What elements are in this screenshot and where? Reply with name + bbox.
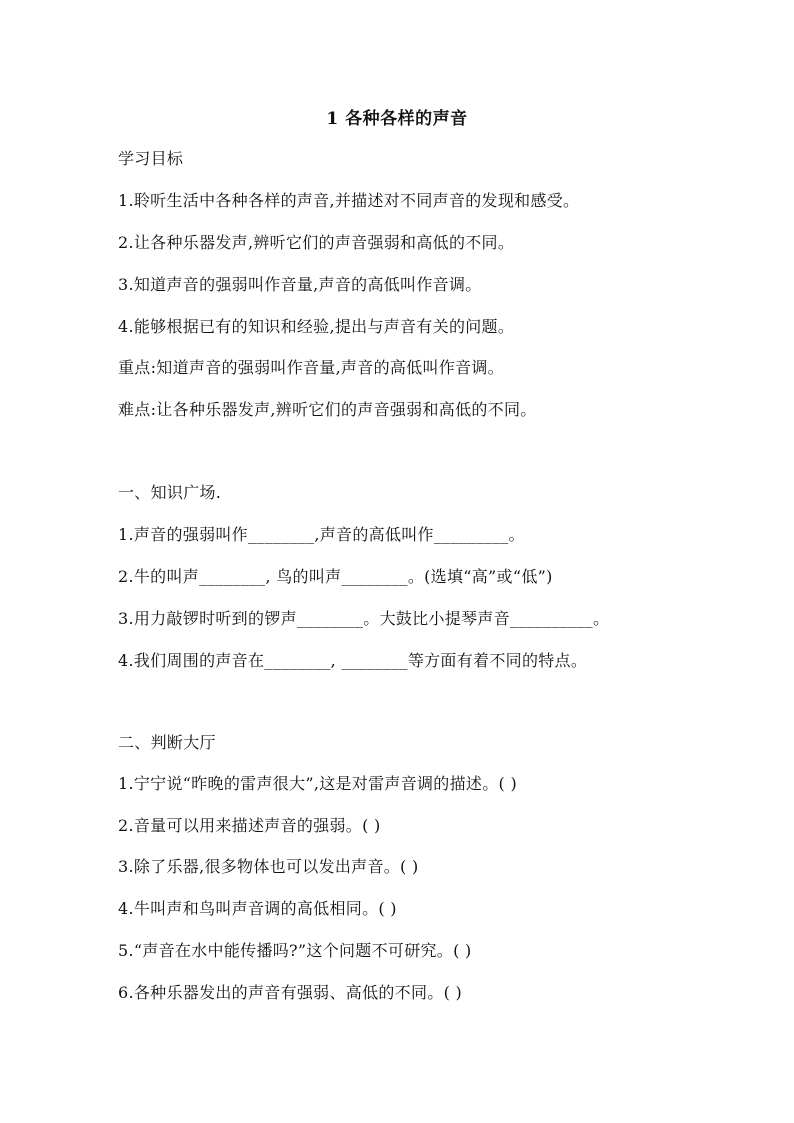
judge-item-2: 2.音量可以用来描述声音的强弱。( ): [118, 816, 381, 835]
section2-heading: 二、判断大厅: [118, 733, 216, 752]
objective-item-3: 3.知道声音的强弱叫作音量,声音的高低叫作音调。: [118, 275, 482, 294]
fill-blank-item-4: 4.我们周围的声音在________, ________等方面有着不同的特点。: [118, 651, 588, 670]
judge-item-6: 6.各种乐器发出的声音有强弱、高低的不同。( ): [118, 983, 463, 1002]
fill-blank-item-2: 2.牛的叫声________, 鸟的叫声________。(选填“高”或“低”): [118, 567, 553, 586]
fill-blank-item-3: 3.用力敲锣时听到的锣声________。大鼓比小提琴声音__________。: [118, 609, 610, 628]
lesson-title: 1 各种各样的声音: [326, 109, 468, 129]
judge-item-1: 1.宁宁说“昨晚的雷声很大”,这是对雷声音调的描述。( ): [118, 774, 517, 793]
objective-item-4: 4.能够根据已有的知识和经验,提出与声音有关的问题。: [118, 317, 515, 336]
key-point: 重点:知道声音的强弱叫作音量,声音的高低叫作音调。: [118, 358, 504, 377]
objective-item-1: 1.聆听生活中各种各样的声音,并描述对不同声音的发现和感受。: [118, 191, 580, 210]
judge-item-5: 5.“声音在水中能传播吗?”这个问题不可研究。( ): [118, 941, 472, 960]
judge-item-3: 3.除了乐器,很多物体也可以发出声音。( ): [118, 857, 419, 876]
section1-heading: 一、知识广场.: [118, 483, 222, 502]
fill-blank-item-1: 1.声音的强弱叫作________,声音的高低叫作_________。: [118, 525, 525, 544]
difficult-point: 难点:让各种乐器发声,辨听它们的声音强弱和高低的不同。: [118, 400, 537, 419]
judge-item-4: 4.牛叫声和鸟叫声音调的高低相同。( ): [118, 899, 397, 918]
objectives-heading: 学习目标: [118, 149, 184, 168]
objective-item-2: 2.让各种乐器发声,辨听它们的声音强弱和高低的不同。: [118, 233, 515, 252]
